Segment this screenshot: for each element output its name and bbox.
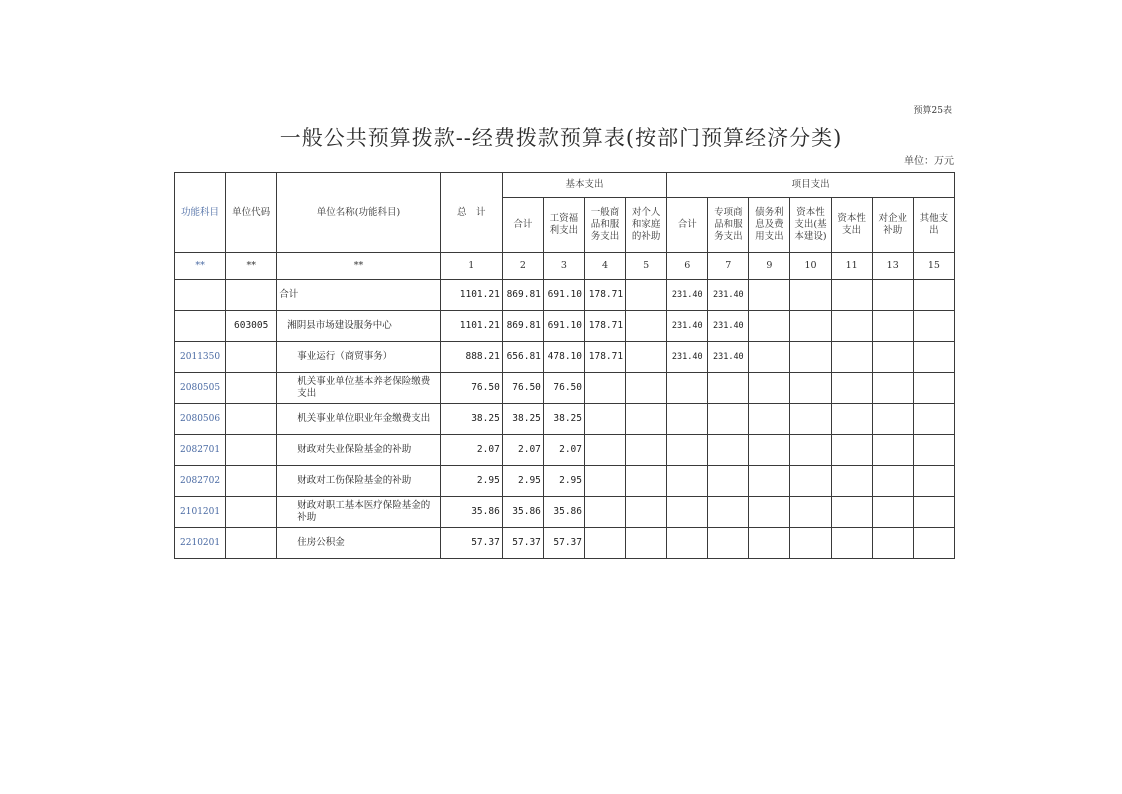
project-debt-cell — [749, 404, 790, 435]
func-code-cell: 2082701 — [175, 435, 226, 466]
project-total-cell — [667, 497, 708, 528]
project-capital-cell — [831, 466, 872, 497]
unit-name-cell: 财政对职工基本医疗保险基金的补助 — [277, 497, 440, 528]
header-project-capital-construction: 资本性支出(基本建设) — [790, 198, 831, 253]
table-row — [175, 311, 955, 342]
project-other-cell — [913, 497, 954, 528]
basic-total-cell: 76.50 — [502, 373, 543, 404]
index-cell: 7 — [708, 253, 749, 280]
index-cell: 5 — [626, 253, 667, 280]
project-total-cell — [667, 466, 708, 497]
unit-name-cell: 湘阴县市场建设服务中心 — [277, 311, 440, 342]
project-enterprise-cell — [872, 466, 913, 497]
project-other-cell — [913, 435, 954, 466]
table-row — [175, 404, 955, 435]
project-enterprise-cell — [872, 280, 913, 311]
page-title: 一般公共预算拨款--经费拨款预算表(按部门预算经济分类) — [279, 126, 843, 150]
func-code-cell: 2082702 — [175, 466, 226, 497]
budget-table — [174, 172, 955, 559]
unit-code-cell — [226, 373, 277, 404]
index-cell: 15 — [913, 253, 954, 280]
unit-name-cell: 财政对工伤保险基金的补助 — [277, 466, 440, 497]
project-total-cell — [667, 528, 708, 559]
basic-wage-cell: 478.10 — [543, 342, 584, 373]
index-cell: ** — [175, 253, 226, 280]
project-capital-construction-cell — [790, 280, 831, 311]
project-capital-construction-cell — [790, 497, 831, 528]
project-debt-cell — [749, 311, 790, 342]
unit-name-cell: 财政对失业保险基金的补助 — [277, 435, 440, 466]
func-code-cell — [175, 311, 226, 342]
project-capital-construction-cell — [790, 404, 831, 435]
basic-goods-cell — [584, 373, 625, 404]
header-project-capital: 资本性支出 — [831, 198, 872, 253]
project-capital-cell — [831, 342, 872, 373]
project-special-cell: 231.40 — [708, 311, 749, 342]
basic-personal-cell — [626, 404, 667, 435]
basic-total-cell: 35.86 — [502, 497, 543, 528]
project-special-cell — [708, 497, 749, 528]
basic-wage-cell: 2.07 — [543, 435, 584, 466]
basic-personal-cell — [626, 466, 667, 497]
index-cell: 11 — [831, 253, 872, 280]
project-enterprise-cell — [872, 528, 913, 559]
project-capital-construction-cell — [790, 466, 831, 497]
basic-personal-cell — [626, 373, 667, 404]
table-row — [175, 497, 955, 528]
basic-wage-cell: 2.95 — [543, 466, 584, 497]
project-capital-cell — [831, 373, 872, 404]
basic-total-cell: 38.25 — [502, 404, 543, 435]
unit-name-cell: 机关事业单位基本养老保险缴费支出 — [277, 373, 440, 404]
project-capital-cell — [831, 404, 872, 435]
unit-name-cell: 机关事业单位职业年金缴费支出 — [277, 404, 440, 435]
header-project-enterprise: 对企业补助 — [872, 198, 913, 253]
total-cell: 35.86 — [440, 497, 502, 528]
project-capital-construction-cell — [790, 528, 831, 559]
header-basic-goods: 一般商品和服务支出 — [584, 198, 625, 253]
header-func-subject: 功能科目 — [175, 173, 226, 253]
basic-wage-cell: 691.10 — [543, 311, 584, 342]
total-cell: 1101.21 — [440, 280, 502, 311]
index-cell: 3 — [543, 253, 584, 280]
basic-goods-cell — [584, 528, 625, 559]
unit-name-cell: 住房公积金 — [277, 528, 440, 559]
unit-code-cell — [226, 280, 277, 311]
unit-name-cell: 合计 — [277, 280, 440, 311]
basic-personal-cell — [626, 311, 667, 342]
project-capital-construction-cell — [790, 342, 831, 373]
project-special-cell — [708, 466, 749, 497]
table-row — [175, 280, 955, 311]
func-code-cell: 2210201 — [175, 528, 226, 559]
unit-code-cell — [226, 435, 277, 466]
basic-total-cell: 57.37 — [502, 528, 543, 559]
basic-goods-cell — [584, 435, 625, 466]
project-capital-construction-cell — [790, 435, 831, 466]
total-cell: 2.07 — [440, 435, 502, 466]
project-debt-cell — [749, 280, 790, 311]
header-project-other: 其他支出 — [913, 198, 954, 253]
project-special-cell — [708, 528, 749, 559]
project-enterprise-cell — [872, 342, 913, 373]
basic-total-cell: 656.81 — [502, 342, 543, 373]
basic-goods-cell: 178.71 — [584, 342, 625, 373]
header-basic-group: 基本支出 — [502, 173, 666, 198]
basic-wage-cell: 38.25 — [543, 404, 584, 435]
basic-goods-cell: 178.71 — [584, 280, 625, 311]
header-project-debt: 债务利息及费用支出 — [749, 198, 790, 253]
project-other-cell — [913, 466, 954, 497]
project-other-cell — [913, 404, 954, 435]
index-cell: 6 — [667, 253, 708, 280]
unit-label: 单位：万元 — [904, 156, 954, 167]
basic-total-cell: 869.81 — [502, 280, 543, 311]
project-capital-cell — [831, 280, 872, 311]
header-project-total: 合计 — [667, 198, 708, 253]
table-row — [175, 435, 955, 466]
basic-wage-cell: 57.37 — [543, 528, 584, 559]
unit-code-cell — [226, 497, 277, 528]
project-special-cell — [708, 373, 749, 404]
basic-goods-cell: 178.71 — [584, 311, 625, 342]
func-code-cell: 2011350 — [175, 342, 226, 373]
header-project-special: 专项商品和服务支出 — [708, 198, 749, 253]
header-unit-code: 单位代码 — [226, 173, 277, 253]
basic-goods-cell — [584, 497, 625, 528]
basic-goods-cell — [584, 404, 625, 435]
header-basic-total: 合计 — [502, 198, 543, 253]
index-cell: 1 — [440, 253, 502, 280]
unit-code-cell — [226, 342, 277, 373]
index-cell: 13 — [872, 253, 913, 280]
project-debt-cell — [749, 435, 790, 466]
project-debt-cell — [749, 466, 790, 497]
project-other-cell — [913, 280, 954, 311]
basic-wage-cell: 76.50 — [543, 373, 584, 404]
project-total-cell: 231.40 — [667, 311, 708, 342]
index-row — [175, 253, 955, 280]
project-special-cell: 231.40 — [708, 280, 749, 311]
project-enterprise-cell — [872, 404, 913, 435]
project-other-cell — [913, 342, 954, 373]
project-debt-cell — [749, 373, 790, 404]
project-capital-cell — [831, 435, 872, 466]
basic-personal-cell — [626, 435, 667, 466]
index-cell: 9 — [749, 253, 790, 280]
basic-personal-cell — [626, 497, 667, 528]
project-special-cell — [708, 435, 749, 466]
table-row — [175, 373, 955, 404]
form-number: 预算25表 — [913, 106, 952, 116]
table-body — [175, 280, 955, 559]
project-total-cell: 231.40 — [667, 280, 708, 311]
index-cell: 10 — [790, 253, 831, 280]
project-capital-cell — [831, 528, 872, 559]
total-cell: 76.50 — [440, 373, 502, 404]
basic-goods-cell — [584, 466, 625, 497]
basic-total-cell: 2.95 — [502, 466, 543, 497]
unit-code-cell — [226, 404, 277, 435]
unit-name-cell: 事业运行（商贸事务） — [277, 342, 440, 373]
project-other-cell — [913, 311, 954, 342]
project-debt-cell — [749, 497, 790, 528]
index-cell: ** — [226, 253, 277, 280]
func-code-cell — [175, 280, 226, 311]
basic-personal-cell — [626, 342, 667, 373]
index-cell: 4 — [584, 253, 625, 280]
func-code-cell: 2080506 — [175, 404, 226, 435]
basic-wage-cell: 691.10 — [543, 280, 584, 311]
basic-personal-cell — [626, 280, 667, 311]
project-enterprise-cell — [872, 435, 913, 466]
unit-code-cell — [226, 466, 277, 497]
basic-total-cell: 869.81 — [502, 311, 543, 342]
basic-total-cell: 2.07 — [502, 435, 543, 466]
project-capital-cell — [831, 497, 872, 528]
project-total-cell — [667, 404, 708, 435]
project-other-cell — [913, 373, 954, 404]
func-code-cell: 2101201 — [175, 497, 226, 528]
project-capital-cell — [831, 311, 872, 342]
project-debt-cell — [749, 528, 790, 559]
total-cell: 38.25 — [440, 404, 502, 435]
project-special-cell: 231.40 — [708, 342, 749, 373]
project-capital-construction-cell — [790, 311, 831, 342]
project-enterprise-cell — [872, 373, 913, 404]
index-cell: 2 — [502, 253, 543, 280]
project-debt-cell — [749, 342, 790, 373]
total-cell: 57.37 — [440, 528, 502, 559]
header-basic-wage: 工资福利支出 — [543, 198, 584, 253]
project-other-cell — [913, 528, 954, 559]
index-cell: ** — [277, 253, 440, 280]
basic-wage-cell: 35.86 — [543, 497, 584, 528]
basic-personal-cell — [626, 528, 667, 559]
project-capital-construction-cell — [790, 373, 831, 404]
func-code-cell: 2080505 — [175, 373, 226, 404]
table-row — [175, 342, 955, 373]
header-unit-name: 单位名称(功能科目) — [277, 173, 440, 253]
table-row — [175, 466, 955, 497]
project-enterprise-cell — [872, 497, 913, 528]
project-special-cell — [708, 404, 749, 435]
header-total: 总 计 — [440, 173, 502, 253]
unit-code-cell — [226, 528, 277, 559]
table-row — [175, 528, 955, 559]
total-cell: 888.21 — [440, 342, 502, 373]
header-project-group: 项目支出 — [667, 173, 955, 198]
project-total-cell: 231.40 — [667, 342, 708, 373]
project-total-cell — [667, 373, 708, 404]
unit-code-cell: 603005 — [226, 311, 277, 342]
header-basic-personal: 对个人和家庭的补助 — [626, 198, 667, 253]
project-enterprise-cell — [872, 311, 913, 342]
total-cell: 1101.21 — [440, 311, 502, 342]
project-total-cell — [667, 435, 708, 466]
total-cell: 2.95 — [440, 466, 502, 497]
